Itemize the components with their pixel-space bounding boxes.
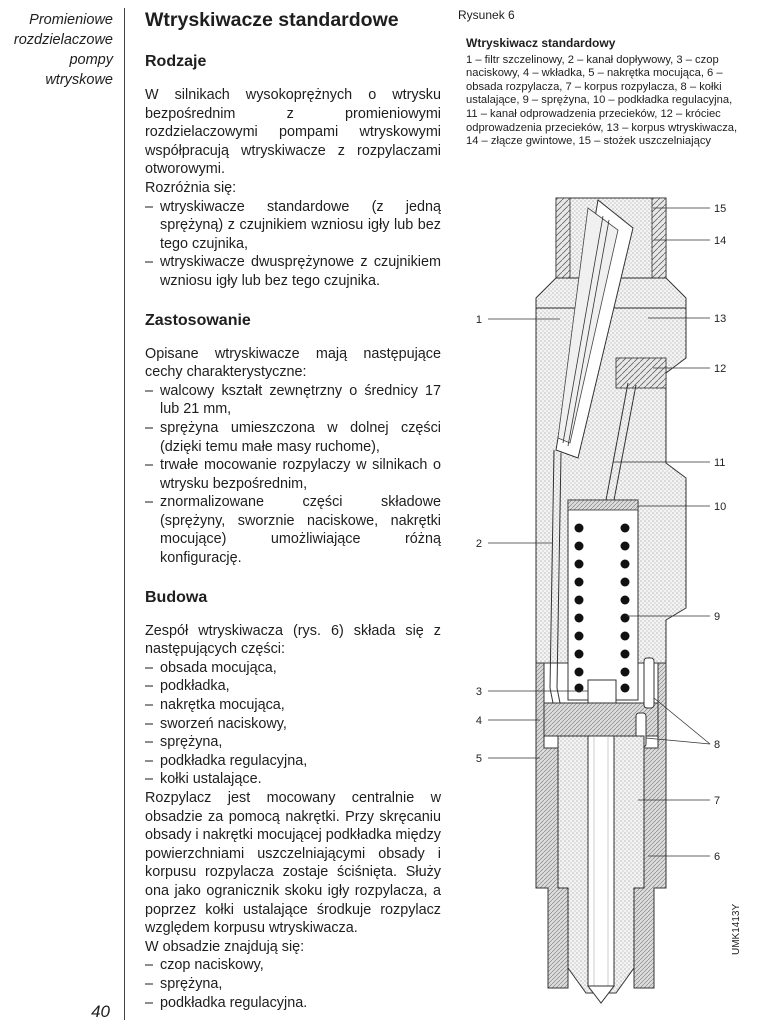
injector-drawing [448, 188, 748, 1018]
paragraph: Rozpylacz jest mocowany centralnie w obsadzie za pomocą nakrętki. Przy skręcaniu obsady i nakrętki mocującej podkładka między powierzchniami uszczelniającymi obsady i korpusu rozpylacza zostaje ściśnięta. Służy ona jako ogranicznik skoku igły rozpylacza, a poprzez kołki ustalające środkuje rozpylacz względem korpusu wtryskiwacza. [145, 790, 441, 937]
bullet-list [145, 659, 441, 789]
bullet-list [145, 198, 441, 291]
callout-2: 2 [475, 538, 482, 550]
list-item: – wtryskiwacze standardowe (z jedną sprężyną) z czujnikiem wzniosu igły lub bez tego czujnika, [145, 198, 441, 254]
list-item: – podkładka regulacyjna, [145, 752, 441, 771]
callout-3: 3 [475, 686, 482, 698]
callout-8: 8 [714, 739, 721, 751]
figure-caption-title: Wtryskiwacz standardowy [466, 36, 616, 50]
list-item: – podkładka regulacyjna. [145, 994, 441, 1013]
list-item: – wtryskiwacze dwusprężynowe z czujnikiem wzniosu igły lub bez tego czujnika. [145, 253, 441, 290]
list-item: – trwałe mocowanie rozpylaczy w silnikach o wtrysku bezpośrednim, [145, 456, 441, 493]
running-header [0, 10, 113, 90]
section-heading-zastosowanie: Zastosowanie [145, 311, 251, 329]
list-item: – znormalizowane części składowe (sprężyny, sworznie naciskowe, nakrętki mocujące) umożliwiające różną konfigurację. [145, 493, 441, 567]
paragraph: Opisane wtryskiwacze mają następujące cechy charakterystyczne: [145, 345, 441, 381]
callout-10: 10 [714, 501, 727, 513]
list-item: – sprężyna, [145, 733, 441, 752]
list-item: – walcowy kształt zewnętrzny o średnicy 17 lub 21 mm, [145, 382, 441, 419]
paragraph: W silnikach wysokoprężnych o wtrysku bezpośrednim z promieniowymi rozdzielaczowymi pompami wtryskowymi współpracują wtryskiwacze z rozpylaczami otworowymi. [145, 87, 441, 178]
adjusting-shim [568, 500, 638, 510]
bullet-list [145, 956, 441, 1012]
callout-7: 7 [714, 795, 721, 807]
callout-4: 4 [475, 715, 482, 727]
callout-13: 13 [714, 313, 727, 325]
list-item: – czop naciskowy, [145, 956, 441, 975]
figure-code: UMK1413Y [731, 903, 742, 955]
list-item: – obsada mocująca, [145, 659, 441, 678]
running-header-line: wtryskowe [45, 72, 113, 88]
paragraph: Rozróżnia się: [145, 179, 237, 196]
running-header-line: Promieniowe [29, 12, 113, 28]
running-header-line: pompy [69, 52, 113, 68]
list-item: – nakrętka mocująca, [145, 696, 441, 715]
callout-14: 14 [714, 235, 727, 247]
section-heading-budowa: Budowa [145, 588, 208, 606]
paragraph: Zespół wtryskiwacza (rys. 6) składa się z następujących części: [145, 622, 441, 658]
bullet-list [145, 382, 441, 568]
figure-caption-text: 1 – filtr szczelinowy, 2 – kanał dopływowy, 3 – czop naciskowy, 4 – wkładka, 5 – nakrętka mocująca, 6 – obsada rozpylacza, 7 – korpus rozpylacza, 8 – kołki ustalające, 9 – sprężyna, 10 – podkładka regulacyjna, 11 – kanał odprowadzenia przecieków, 12 – króciec odprowadzenia przecieków, 13 – korpus wtryskiwacza, 14 – złącze gwintowe, 15 – stożek uszczelniający [466, 53, 738, 148]
running-header-line: rozdzielaczowe [13, 32, 113, 48]
list-item: – kołki ustalające. [145, 770, 441, 789]
callout-15: 15 [714, 203, 727, 215]
section-heading-rodzaje: Rodzaje [145, 53, 207, 70]
pressure-pin [588, 680, 616, 704]
figure-caption [466, 37, 745, 149]
leak-off-port [616, 358, 666, 388]
main-column [145, 8, 441, 1012]
column-divider [124, 8, 125, 1020]
list-item: – sprężyna umieszczona w dolnej części (dzięki temu małe masy ruchome), [145, 419, 441, 456]
list-item: – sprężyna, [145, 975, 441, 994]
list-item: – sworzeń naciskowy, [145, 715, 441, 734]
callout-1: 1 [475, 314, 482, 326]
callout-11: 11 [714, 457, 726, 469]
callout-9: 9 [714, 611, 721, 623]
callout-12: 12 [714, 363, 727, 375]
page-title: Wtryskiwacze standardowe [145, 9, 399, 31]
callout-5: 5 [475, 753, 482, 765]
callout-6: 6 [714, 851, 721, 863]
figure-label: Rysunek 6 [458, 8, 515, 22]
paragraph: W obsadzie znajdują się: [145, 938, 305, 955]
list-item: – podkładka, [145, 677, 441, 696]
nozzle-needle [588, 736, 614, 986]
page-number: 40 [91, 1002, 110, 1021]
